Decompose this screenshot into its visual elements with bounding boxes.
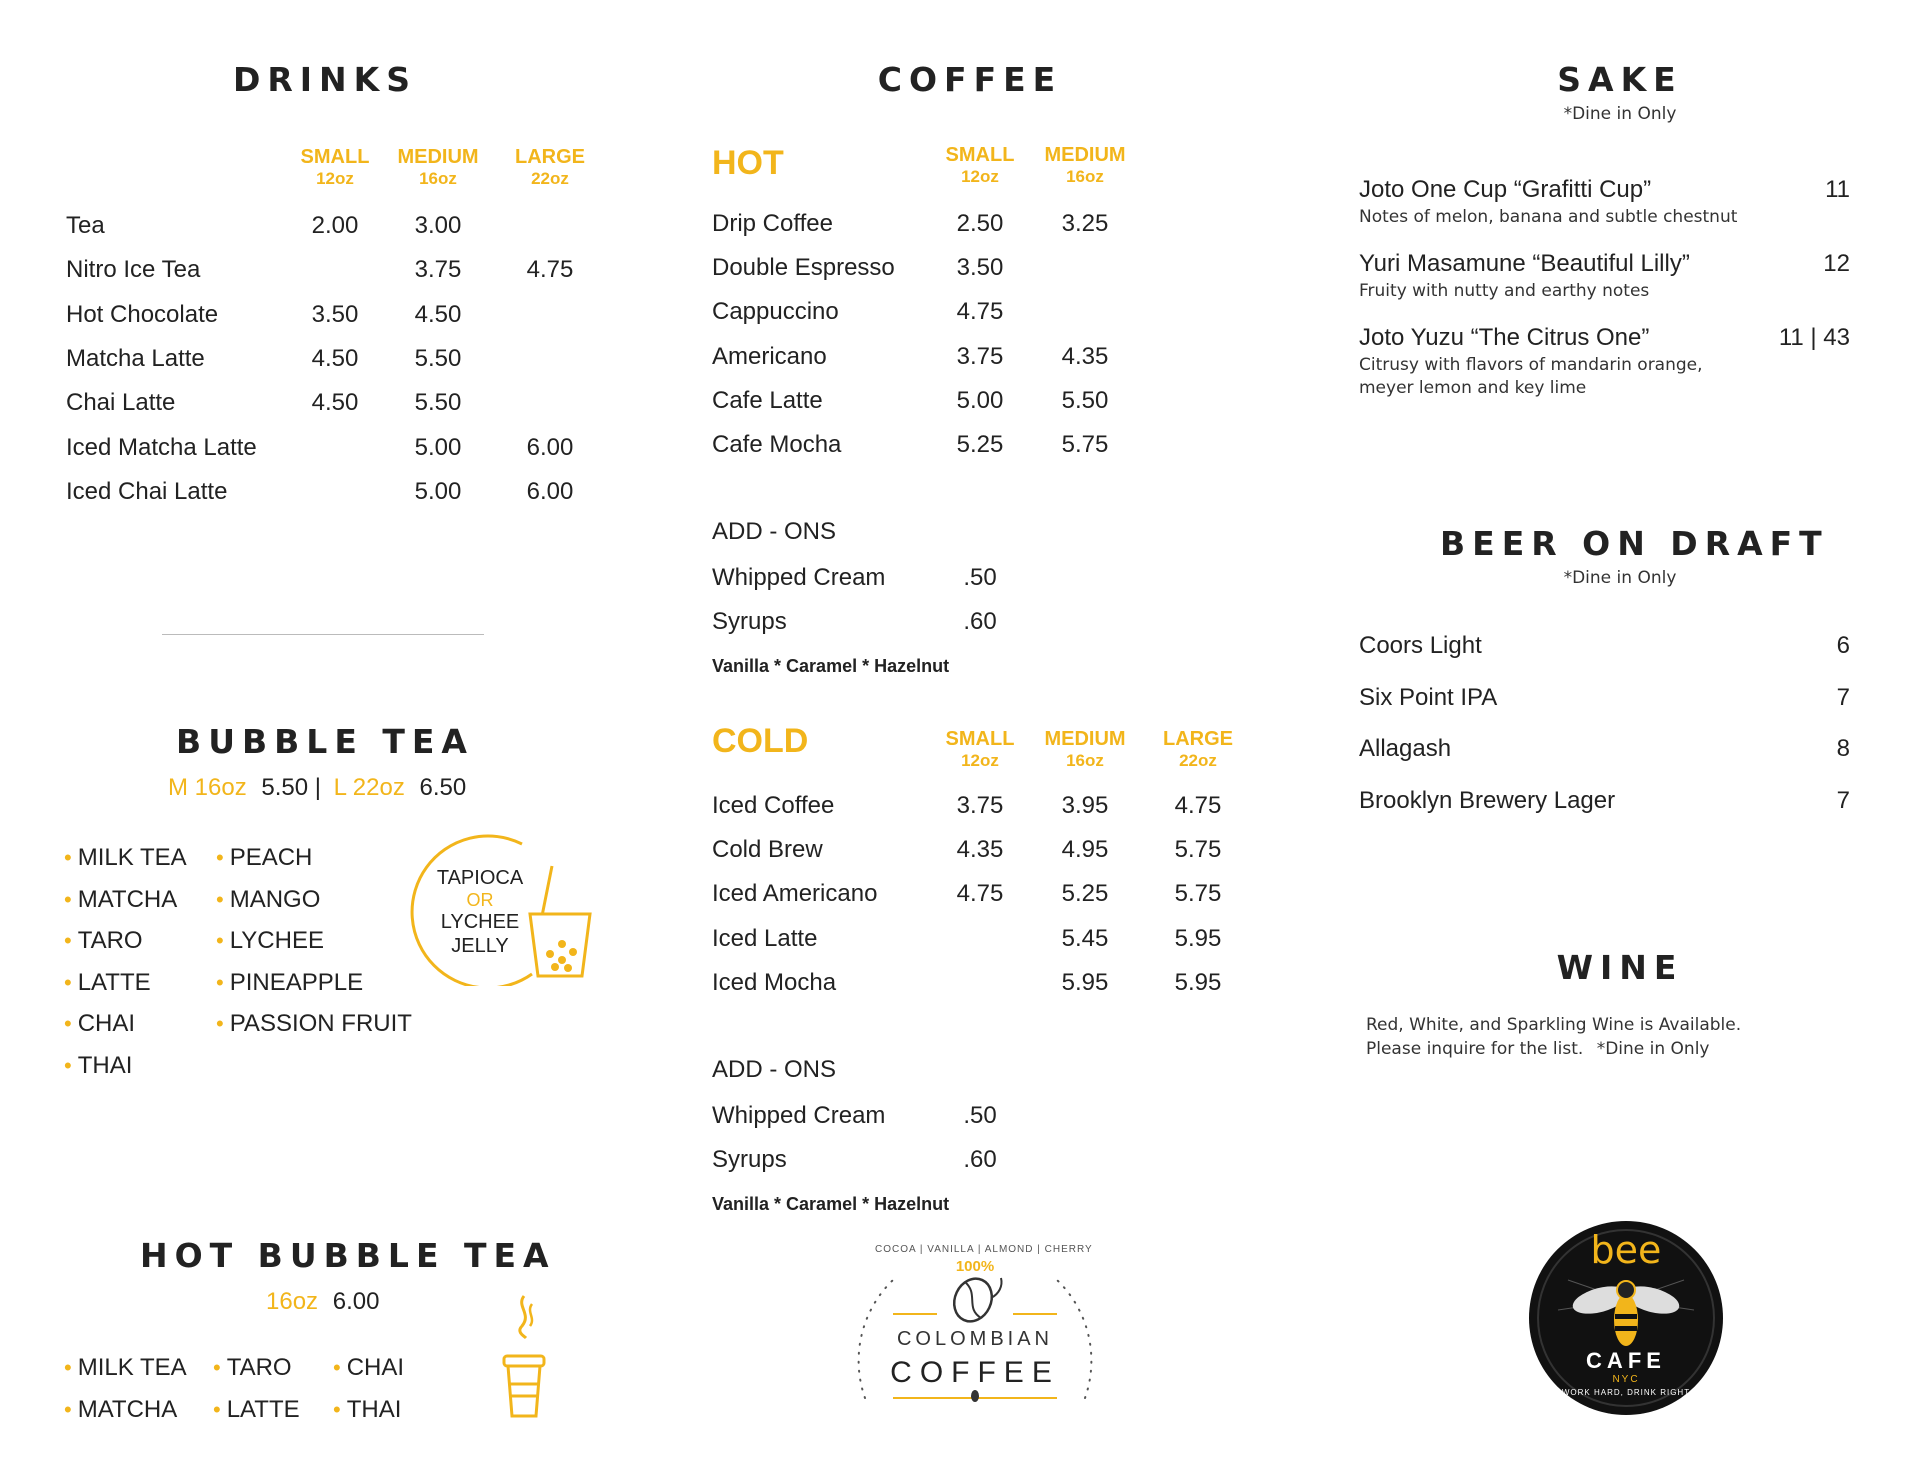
cold-coffee-price-large: 5.75 [1174,836,1222,864]
bullet-dot-icon: • [64,886,72,912]
size-label: SMALL [945,144,1015,166]
bubble-tea-m-price: 5.50 [261,774,309,801]
hot-coffee-name: Cappuccino [712,298,839,326]
cold-coffee-price-large: 5.95 [1174,924,1222,952]
hot-coffee-price-medium: 4.35 [1061,342,1109,370]
hot-coffee-name: Cafe Latte [712,386,823,414]
size-oz: 22oz [1179,751,1217,770]
beer-name: Allagash [1359,735,1452,763]
bullet-dot-icon: • [216,1011,224,1036]
drink-price-medium: 5.00 [414,433,462,461]
beer-note: *Dine in Only [1563,568,1677,588]
bullet-dot-icon: • [64,1355,72,1380]
divider [162,634,484,635]
addon-price: .50 [963,1102,997,1129]
hot-bubble-tea-flavor [213,1396,300,1424]
size-oz: 12oz [961,167,999,186]
bubble-tea-flavor [64,969,151,997]
cold-coffee-price-medium: 5.45 [1061,924,1109,952]
logo-cafe: CAFE [1586,1348,1666,1373]
sake-description: Fruity with nutty and earthy notes [1359,281,1650,301]
sake-name: Joto Yuzu “The Citrus One” [1359,324,1650,351]
bullet-dot-icon: • [64,1397,72,1422]
bubble-tea-flavor [216,886,320,914]
sake-price: 11 [1825,176,1850,203]
hot-bubble-tea-flavor [64,1354,187,1382]
drink-name: Hot Chocolate [66,300,219,328]
drink-price-medium: 3.00 [414,212,462,239]
sake-description: Citrusy with flavors of mandarin orange, [1359,355,1703,375]
jelly-line: JELLY [451,935,509,957]
drink-price-medium: 5.50 [414,389,462,417]
or-line: OR [466,890,494,910]
cold-coffee-name: Iced Coffee [712,792,835,819]
sake-title: SAKE [1557,60,1683,99]
hot-coffee-price-medium: 5.75 [1061,431,1109,458]
flavor-label: TARO [77,927,143,954]
cold-size-small [935,728,1025,772]
size-label: MEDIUM [1044,144,1126,166]
cold-coffee-price-large: 5.75 [1174,880,1222,908]
flavor-label: LATTE [226,1396,300,1423]
hot-size-medium [1040,144,1130,188]
addon-name: Whipped Cream [712,564,886,591]
bullet-dot-icon: • [64,928,72,953]
cold-coffee-price-large: 4.75 [1174,792,1222,819]
size-label: LARGE [515,146,585,168]
beer-price: 7 [1836,683,1850,711]
flavor-label: PEACH [229,844,313,871]
drink-price-small: 2.00 [311,212,359,239]
cold-coffee-price-large: 5.95 [1174,968,1222,996]
cold-coffee-name: Iced Mocha [712,968,837,996]
addon-price: .50 [963,564,997,591]
bubble-tea-flavor [216,969,363,997]
hot-bubble-tea-size-label: 16oz [266,1288,319,1315]
drinks-size-large [505,146,595,190]
flavor-label: THAI [346,1396,402,1423]
flavor-label: MATCHA [77,1396,178,1423]
flavor-label: LYCHEE [229,927,324,954]
sake-description: Notes of melon, banana and subtle chestnut [1359,207,1738,227]
sake-price: 11 | 43 [1778,324,1850,351]
hot-coffee-price-small: 3.50 [956,254,1004,282]
drink-name: Tea [66,212,105,239]
flavor-label: CHAI [77,1010,136,1037]
cold-flavors: Vanilla * Caramel * Hazelnut [712,1194,950,1214]
hot-coffee-price-medium: 3.25 [1061,210,1109,237]
sake-name: Yuri Masamune “Beautiful Lilly” [1359,250,1690,277]
bubble-tea-title: BUBBLE TEA [176,722,474,761]
cold-coffee-price-small: 3.75 [956,792,1004,819]
beer-price: 8 [1836,735,1850,763]
flavor-label: MANGO [229,885,321,913]
colombian-coffee-badge [845,1228,1105,1408]
wine-inquire: Please inquire for the list. [1366,1039,1584,1059]
hot-coffee-price-medium: 5.50 [1061,386,1109,414]
badge-percent: 100% [955,1258,995,1275]
drinks-title: DRINKS [232,60,418,99]
cold-coffee-price-medium: 5.95 [1061,968,1109,996]
beer-price: 6 [1836,632,1850,659]
beer-title: BEER ON DRAFT [1440,524,1829,563]
beer-name: Brooklyn Brewery Lager [1359,787,1616,815]
hot-bubble-tea-size [266,1288,379,1316]
bullet-dot-icon: • [64,1052,72,1078]
flavor-label: PINEAPPLE [229,968,364,996]
bullet-dot-icon: • [216,969,224,995]
size-oz: 16oz [419,169,457,188]
drinks-size-small [290,146,380,190]
beer-name: Coors Light [1359,632,1482,659]
sake-description: meyer lemon and key lime [1359,378,1587,398]
sake-note: *Dine in Only [1563,104,1677,124]
drink-price-large: 6.00 [526,433,574,461]
bullet-dot-icon: • [333,1355,341,1380]
hot-coffee-price-small: 5.25 [956,431,1004,458]
drink-name: Matcha Latte [66,344,205,372]
tapioca-line: TAPIOCA [436,867,524,889]
lychee-line: LYCHEE [440,911,520,933]
hot-size-small [935,144,1025,188]
size-oz: 16oz [1066,751,1104,770]
hot-bubble-tea-title: HOT BUBBLE TEA [140,1236,556,1275]
drink-price-large: 4.75 [526,256,574,284]
cold-coffee-price-small: 4.75 [956,880,1004,908]
size-label: SMALL [945,728,1015,750]
bubble-tea-flavor [64,886,177,914]
flavor-label: PASSION FRUIT [229,1010,412,1037]
bubble-tea-sep: | [314,774,321,801]
hot-bubble-tea-price: 6.00 [332,1288,380,1315]
addon-price: .60 [963,1146,997,1173]
coffee-cold-label: COLD [712,722,809,760]
hot-flavors: Vanilla * Caramel * Hazelnut [712,656,950,676]
drink-name: Nitro Ice Tea [66,256,201,284]
size-oz: 12oz [961,751,999,770]
bubble-tea-flavor [64,844,187,872]
sake-price: 12 [1823,250,1850,277]
sake-name: Joto One Cup “Grafitti Cup” [1359,176,1652,203]
bubble-tea-sizes [168,774,466,802]
bubble-tea-l-price: 6.50 [419,774,467,801]
wine-title: WINE [1556,948,1684,987]
drink-name: Iced Chai Latte [66,477,228,505]
bubble-tea-l-label: L 22oz [333,774,405,801]
hot-coffee-price-small: 4.75 [956,298,1004,326]
hot-bubble-tea-flavor [64,1396,177,1424]
cold-size-medium [1040,728,1130,772]
flavor-label: TARO [226,1354,292,1381]
coffee-title: COFFEE [877,60,1063,99]
wine-line1: Red, White, and Sparkling Wine is Available. [1366,1015,1742,1035]
hot-coffee-name: Americano [712,342,827,370]
size-label: MEDIUM [397,146,479,168]
drink-price-small: 4.50 [311,389,359,417]
hot-coffee-price-small: 2.50 [956,210,1004,237]
coffee-hot-label: HOT [712,144,784,182]
drink-name: Iced Matcha Latte [66,433,257,461]
size-label: MEDIUM [1044,728,1126,750]
beer-name: Six Point IPA [1359,683,1498,711]
logo-city: NYC [1612,1374,1640,1385]
tapioca-badge [402,826,602,986]
cold-size-large [1153,728,1243,772]
bee-cafe-logo [1528,1220,1724,1416]
flavor-label: MATCHA [77,885,178,913]
bullet-dot-icon: • [216,928,224,953]
badge-arc-text: COCOA | VANILLA | ALMOND | CHERRY [875,1244,1093,1255]
flavor-label: MILK TEA [77,1354,187,1381]
cold-coffee-price-medium: 5.25 [1061,880,1109,908]
drink-price-large: 6.00 [526,477,574,505]
bullet-dot-icon: • [64,845,72,870]
drinks-size-medium [393,146,483,190]
hot-bubble-tea-flavor [333,1396,401,1424]
flavor-label: CHAI [346,1354,405,1381]
size-label: LARGE [1163,728,1233,750]
flavor-label: LATTE [77,968,151,996]
flavor-label: MILK TEA [77,844,187,871]
bullet-dot-icon: • [213,1397,221,1422]
cold-coffee-price-medium: 4.95 [1061,836,1109,864]
wine-note: *Dine in Only [1596,1039,1710,1059]
cold-coffee-name: Iced Americano [712,880,878,908]
addon-name: Syrups [712,608,787,635]
tapioca-text [420,866,540,958]
size-oz: 22oz [531,169,569,188]
drink-name: Chai Latte [66,389,176,417]
drink-price-small: 4.50 [311,344,359,372]
size-oz: 12oz [316,169,354,188]
bubble-tea-flavor [64,927,143,955]
hot-bubble-tea-flavor [213,1354,292,1382]
bubble-tea-m-label: M 16oz [168,774,247,801]
hot-cup-icon [494,1292,554,1422]
addon-name: Whipped Cream [712,1102,886,1129]
hot-addons-title: ADD - ONS [712,518,837,545]
bullet-dot-icon: • [64,1011,72,1036]
drink-price-medium: 5.50 [414,344,462,372]
logo-brand: bee [1590,1228,1662,1272]
cold-addons-title: ADD - ONS [712,1056,837,1083]
hot-coffee-price-small: 3.75 [956,342,1004,370]
cold-coffee-name: Iced Latte [712,924,818,952]
size-label: SMALL [300,146,370,168]
hot-coffee-name: Drip Coffee [712,210,833,237]
bubble-tea-flavor [216,1010,412,1038]
bubble-tea-flavor [64,1010,135,1038]
addon-price: .60 [963,608,997,635]
badge-colombian: COLOMBIAN [896,1328,1054,1350]
drink-price-medium: 3.75 [414,256,462,284]
drink-price-medium: 5.00 [414,477,462,505]
cold-coffee-name: Cold Brew [712,836,823,864]
bubble-tea-flavor [64,1052,132,1080]
bullet-dot-icon: • [213,1355,221,1380]
beer-price: 7 [1836,787,1850,815]
hot-coffee-name: Cafe Mocha [712,431,842,458]
size-oz: 16oz [1066,167,1104,186]
hot-coffee-price-small: 5.00 [956,386,1004,414]
hot-coffee-name: Double Espresso [712,254,895,282]
bullet-dot-icon: • [333,1397,341,1422]
logo-tagline: WORK HARD, DRINK RIGHT [1561,1388,1691,1397]
bullet-dot-icon: • [216,886,224,912]
addon-name: Syrups [712,1146,787,1173]
cold-coffee-price-medium: 3.95 [1061,792,1109,819]
bullet-dot-icon: • [216,845,224,870]
hot-bubble-tea-flavor [333,1354,404,1382]
bullet-dot-icon: • [64,969,72,995]
drink-price-medium: 4.50 [414,300,462,328]
flavor-label: THAI [77,1051,133,1079]
bubble-tea-flavor [216,927,324,955]
badge-coffee: COFFEE [890,1356,1060,1389]
drink-price-small: 3.50 [311,300,359,328]
cold-coffee-price-small: 4.35 [956,836,1004,864]
wine-line2 [1366,1038,1710,1061]
bubble-tea-flavor [216,844,312,872]
